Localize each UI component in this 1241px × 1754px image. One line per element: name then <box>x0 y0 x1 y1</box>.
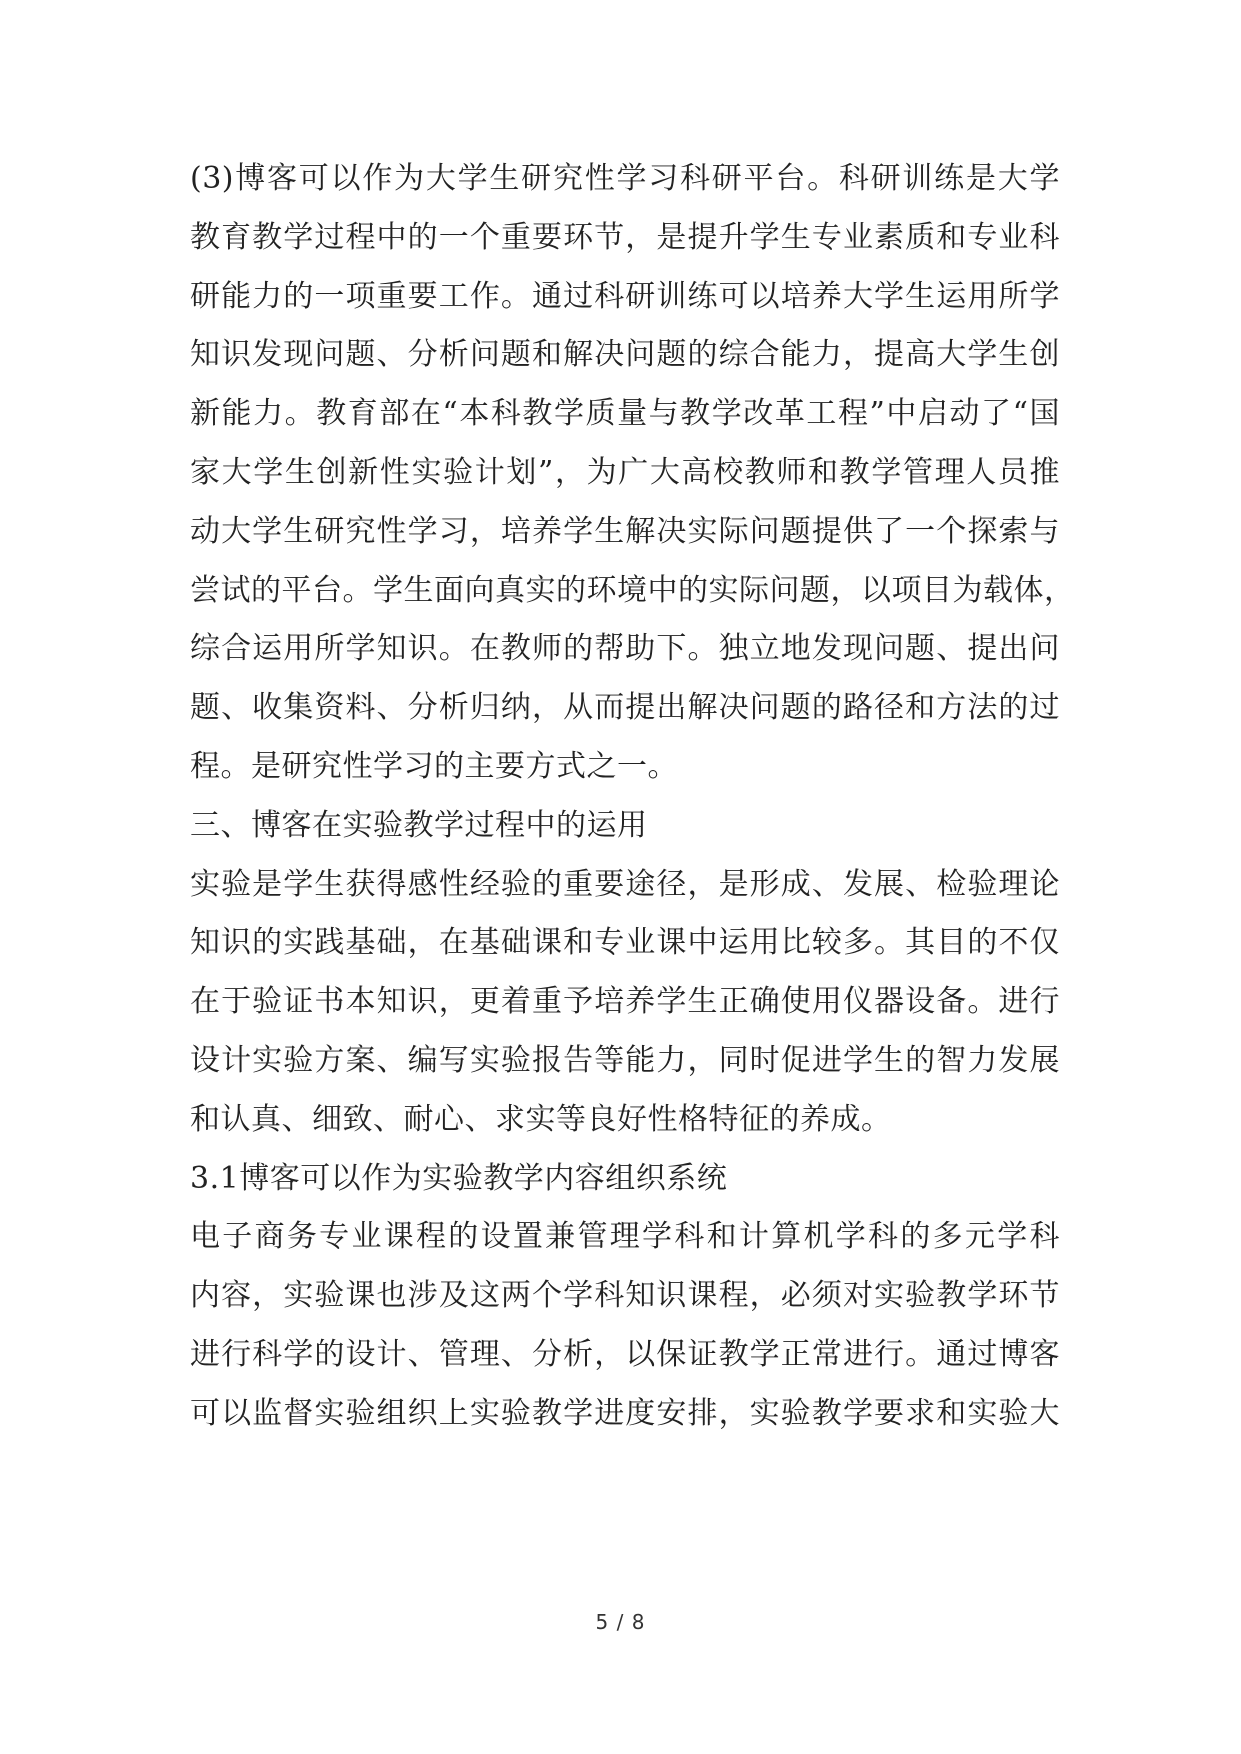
text-line: (3)博客可以作为大学生研究性学习科研平台。科研训练是大学 <box>190 161 1060 196</box>
text-line: 动大学生研究性学习，培养学生解决实际问题提供了一个探索与 <box>190 513 1060 549</box>
text-line: 程。是研究性学习的主要方式之一。 <box>190 748 678 784</box>
text-line: 和认真、细致、耐心、求实等良好性格特征的养成。 <box>190 1101 892 1137</box>
text-line: 研能力的一项重要工作。通过科研训练可以培养大学生运用所学 <box>190 278 1060 314</box>
text-line: 进行科学的设计、管理、分析，以保证教学正常进行。通过博客 <box>190 1336 1060 1372</box>
text-line: 知识的实践基础，在基础课和专业课中运用比较多。其目的不仅 <box>190 925 1060 961</box>
text-line: 综合运用所学知识。在教师的帮助下。独立地发现问题、提出问 <box>190 631 1060 667</box>
text-line: 尝试的平台。学生面向真实的环境中的实际问题，以项目为载体， <box>190 572 1075 608</box>
text-line: 家大学生创新性实验计划”，为广大高校教师和教学管理人员推 <box>190 454 1060 490</box>
text-line: 内容，实验课也涉及这两个学科知识课程，必须对实验教学环节 <box>190 1278 1060 1314</box>
paragraph-research-platform <box>190 150 1075 797</box>
text-line: 新能力。教育部在“本科教学质量与教学改革工程”中启动了“国 <box>190 396 1060 432</box>
text-line: 题、收集资料、分析归纳，从而提出解决问题的路径和方法的过 <box>190 690 1060 726</box>
text-line: 教育教学过程中的一个重要环节，是提升学生专业素质和专业科 <box>190 219 1060 255</box>
text-line: 在于验证书本知识，更着重予培养学生正确使用仪器设备。进行 <box>190 984 1060 1020</box>
paragraph-experiment-intro <box>190 856 1060 1150</box>
text-line: 设计实验方案、编写实验报告等能力，同时促进学生的智力发展 <box>190 1042 1060 1078</box>
text-line: 可以监督实验组织上实验教学进度安排，实验教学要求和实验大 <box>190 1395 1060 1431</box>
section-title: 三、博客在实验教学过程中的运用 <box>190 807 648 843</box>
section-heading-3 <box>190 797 1060 856</box>
paragraph-ecommerce-courses <box>190 1208 1060 1443</box>
text-line: 电子商务专业课程的设置兼管理学科和计算机学科的多元学科 <box>190 1219 1060 1255</box>
page-number: 5 / 8 <box>595 1610 646 1634</box>
text-line: 知识发现问题、分析问题和解决问题的综合能力，提高大学生创 <box>190 337 1060 373</box>
subsection-heading-3-1 <box>190 1150 1060 1209</box>
subsection-title: 3.1博客可以作为实验教学内容组织系统 <box>190 1160 728 1196</box>
document-body <box>190 150 1075 1444</box>
text-line: 实验是学生获得感性经验的重要途径，是形成、发展、检验理论 <box>190 866 1060 902</box>
